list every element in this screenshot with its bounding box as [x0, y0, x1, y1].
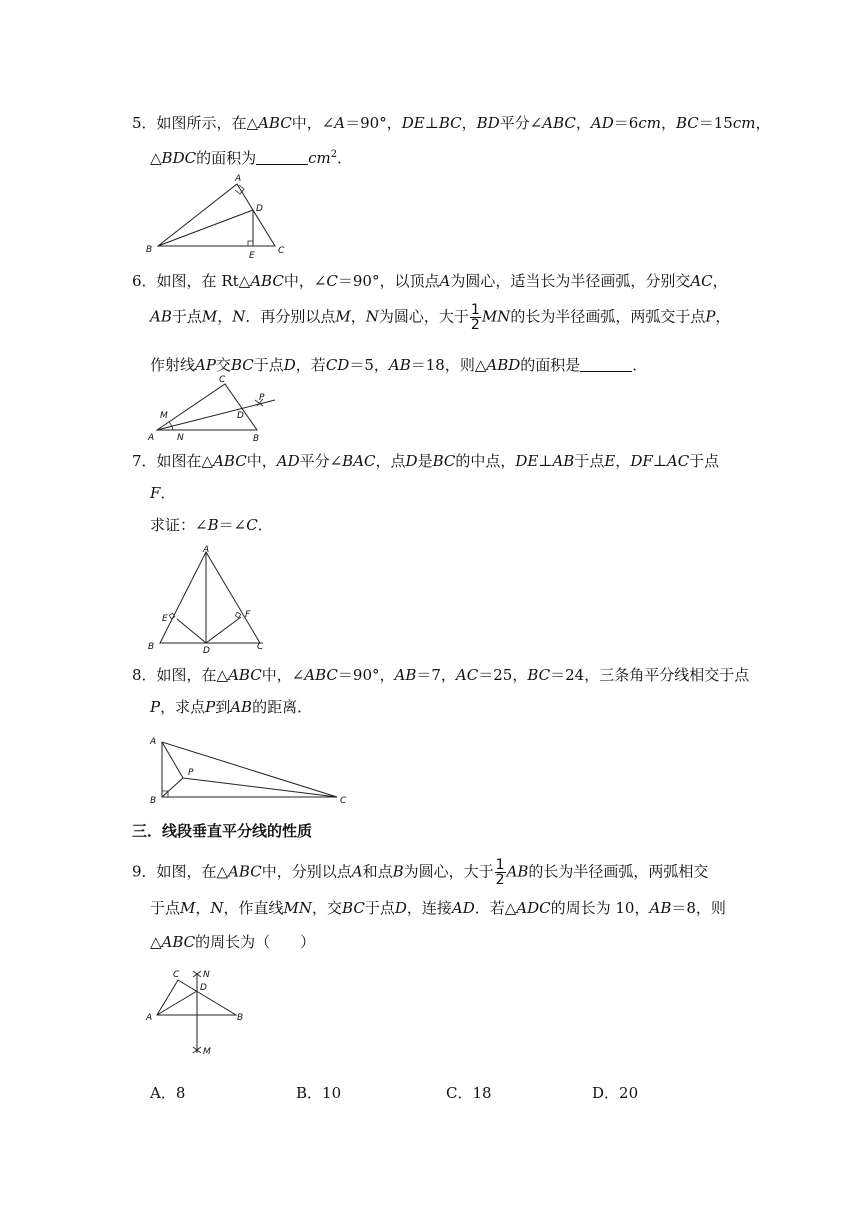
q7-line-3: 求证：∠B＝∠C．: [150, 516, 273, 534]
svg-text:B: B: [148, 642, 155, 652]
option-b[interactable]: B．10: [296, 1084, 342, 1102]
svg-text:N: N: [177, 433, 184, 443]
answer-blank: [580, 357, 632, 372]
svg-text:M: M: [203, 1047, 211, 1057]
q7-line-1: 7．如图在△ABC中，AD平分∠BAC，点D是BC的中点，DE⊥AB于点E，DF⊥AC于点: [132, 452, 720, 470]
svg-text:A: A: [235, 174, 242, 184]
svg-text:D: D: [200, 983, 207, 993]
svg-text:D: D: [237, 411, 244, 421]
q9-line-3: △ABC的周长为（ ）: [150, 933, 316, 951]
svg-text:A: A: [146, 1013, 153, 1023]
option-c[interactable]: C．18: [446, 1084, 492, 1102]
svg-text:D: D: [256, 204, 263, 214]
svg-text:N: N: [203, 970, 210, 980]
option-d[interactable]: D．20: [592, 1084, 639, 1102]
q8-figure: [145, 733, 360, 808]
svg-text:B: B: [146, 245, 153, 255]
svg-text:B: B: [253, 434, 260, 444]
answer-blank: [256, 150, 308, 165]
q5-line-1: 5．如图所示，在△ABC中，∠A＝90°，DE⊥BC，BD平分∠ABC，AD＝6cm，BC＝15cm，: [132, 114, 771, 132]
svg-text:C: C: [340, 796, 347, 806]
svg-text:E: E: [249, 251, 255, 261]
q5-figure: [140, 172, 300, 262]
q7-line-2: F．: [150, 484, 176, 502]
svg-text:C: C: [257, 642, 264, 652]
svg-text:F: F: [245, 610, 251, 620]
option-a[interactable]: A．8: [150, 1084, 186, 1102]
q8-line-1: 8．如图，在△ABC中，∠ABC＝90°，AB＝7，AC＝25，BC＝24，三条角平分线相交于点: [132, 666, 750, 684]
svg-text:B: B: [150, 796, 157, 806]
svg-text:M: M: [160, 411, 168, 421]
svg-text:C: C: [173, 970, 180, 980]
svg-text:D: D: [203, 646, 210, 656]
svg-text:A: A: [148, 433, 155, 443]
fraction-half: $\frac{1}{2}$: [470, 302, 480, 333]
svg-text:B: B: [237, 1013, 244, 1023]
q6-figure: [145, 372, 295, 444]
q7-figure: [145, 545, 275, 656]
q6-line-2: AB于点M，N．再分别以点M，N为圆心，大于 $\frac{1}{2}$ MN的长为半径画弧，两弧交于点P，: [150, 302, 731, 333]
svg-text:A: A: [203, 545, 210, 555]
svg-text:E: E: [162, 614, 168, 624]
svg-text:C: C: [219, 375, 226, 385]
q9-figure: [145, 965, 260, 1065]
q8-line-2: P，求点P到AB的距离．: [150, 698, 313, 716]
svg-text:P: P: [188, 768, 194, 778]
fraction-half: $\frac{1}{2}$: [495, 857, 505, 888]
q9-line-2: 于点M，N，作直线MN，交BC于点D，连接AD．若△ADC的周长为 10，AB＝8，则: [150, 899, 726, 917]
q6-line-1: 6．如图，在 Rt△ABC中，∠C＝90°，以顶点A为圆心，适当长为半径画弧，分别交AC，: [132, 272, 728, 290]
svg-text:P: P: [259, 393, 265, 403]
q6-line-3: 作射线AP交BC于点D，若CD＝5，AB＝18，则△ABD的面积是 ．: [150, 356, 648, 374]
q5-line-2: △BDC的面积为 $cm^2$．: [150, 149, 353, 167]
svg-text:A: A: [150, 737, 157, 747]
svg-text:C: C: [278, 246, 285, 256]
section-heading: 三．线段垂直平分线的性质: [132, 822, 313, 840]
q9-line-1: 9．如图，在△ABC中，分别以点A和点B为圆心，大于 $\frac{1}{2}$ AB的长为半径画弧，两弧相交: [132, 857, 709, 888]
